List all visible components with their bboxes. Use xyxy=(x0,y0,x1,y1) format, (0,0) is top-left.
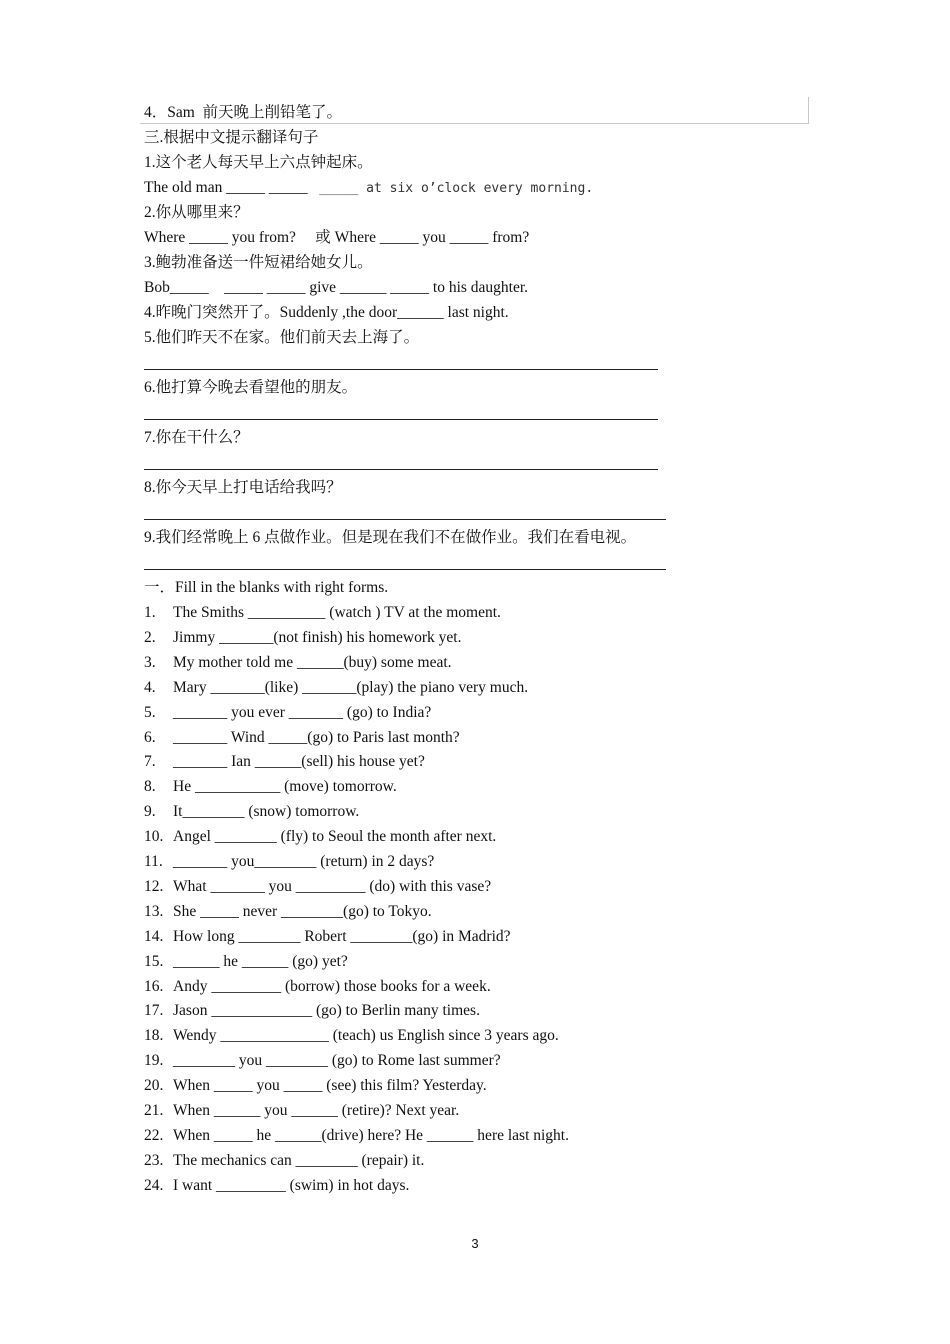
list-item-number: 8. xyxy=(144,778,156,795)
list-item-text: Wendy ______________ (teach) us English since 3 years ago. xyxy=(173,1027,559,1044)
list-item-number: 21. xyxy=(144,1102,164,1119)
list-item-text: When _____ he ______(drive) here? He ______ here last night. xyxy=(173,1127,569,1144)
q2-english: Where _____ you from? 或 Where _____ you _____ from? xyxy=(144,229,530,246)
list-item-text: She _____ never ________(go) to Tokyo. xyxy=(173,903,432,920)
q9-chinese: 9.我们经常晚上 6 点做作业。但是现在我们不在做作业。我们在看电视。 xyxy=(144,529,637,546)
list-item-text: The mechanics can ________ (repair) it. xyxy=(173,1152,425,1169)
list-item-text: Mary _______(like) _______(play) the piano very much. xyxy=(173,679,529,696)
list-item-text: Andy _________ (borrow) those books for a week. xyxy=(173,978,491,995)
list-item-text: When ______ you ______ (retire)? Next year. xyxy=(173,1102,460,1119)
list-item-number: 7. xyxy=(144,753,156,770)
list-item-text: _______ Wind _____(go) to Paris last month? xyxy=(173,729,460,746)
section-3-heading: 三.根据中文提示翻译句子 xyxy=(144,129,319,146)
list-item-number: 5. xyxy=(144,704,156,721)
section-1-heading: 一．Fill in the blanks with right forms. xyxy=(144,579,389,596)
q4: 4.昨晚门突然开了。Suddenly ,the door______ last night. xyxy=(144,304,509,321)
q5-chinese: 5.他们昨天不在家。他们前天去上海了。 xyxy=(144,329,420,346)
list-item-text: It________ (snow) tomorrow. xyxy=(173,803,360,820)
list-item-text: The Smiths __________ (watch ) TV at the moment. xyxy=(173,604,501,621)
list-item-number: 20. xyxy=(144,1077,164,1094)
list-item-text: ______ he ______ (go) yet? xyxy=(173,953,348,970)
list-item-number: 6. xyxy=(144,729,156,746)
list-item-text: ________ you ________ (go) to Rome last summer? xyxy=(173,1052,501,1069)
list-item-text: How long ________ Robert ________(go) in Madrid? xyxy=(173,928,511,945)
list-item-text: _______ you________ (return) in 2 days? xyxy=(173,853,435,870)
q1-english-tail: _____ at six o’clock every morning. xyxy=(319,181,594,196)
list-item-number: 15. xyxy=(144,953,164,970)
list-item-number: 3. xyxy=(144,654,156,671)
list-item-text: I want _________ (swim) in hot days. xyxy=(173,1177,410,1194)
list-item-text: Jason _____________ (go) to Berlin many times. xyxy=(173,1002,480,1019)
q1-english-start: The old man _____ _____ xyxy=(144,179,320,196)
list-item-number: 23. xyxy=(144,1152,164,1169)
list-item-number: 2. xyxy=(144,629,156,646)
q6-chinese: 6.他打算今晚去看望他的朋友。 xyxy=(144,379,358,396)
list-item-number: 1. xyxy=(144,604,156,621)
q2-chinese: 2.你从哪里来？ xyxy=(144,204,249,221)
q3-chinese: 3.鲍勃准备送一件短裙给她女儿。 xyxy=(144,254,373,271)
list-item-text: Jimmy _______(not finish) his homework yet. xyxy=(173,629,462,646)
list-item-number: 16. xyxy=(144,978,164,995)
list-item-number: 17. xyxy=(144,1002,164,1019)
list-item-number: 24. xyxy=(144,1177,164,1194)
q7-answer-line xyxy=(144,469,658,470)
list-item-text: When _____ you _____ (see) this film? Yesterday. xyxy=(173,1077,487,1094)
q6-answer-line xyxy=(144,419,658,420)
q7-chinese: 7.你在干什么？ xyxy=(144,429,249,446)
q1-chinese: 1.这个老人每天早上六点钟起床。 xyxy=(144,154,373,171)
list-item-text: _______ Ian ______(sell) his house yet? xyxy=(173,753,425,770)
list-item-number: 12. xyxy=(144,878,164,895)
list-item-number: 13. xyxy=(144,903,164,920)
page-number: 3 xyxy=(471,1236,479,1251)
q1-english xyxy=(144,178,593,199)
list-item-number: 14. xyxy=(144,928,164,945)
list-item-number: 10. xyxy=(144,828,164,845)
list-item-number: 11. xyxy=(144,853,163,870)
list-item-number: 9. xyxy=(144,803,156,820)
list-item-text: Angel ________ (fly) to Seoul the month after next. xyxy=(173,828,497,845)
q8-chinese: 8.你今天早上打电话给我吗？ xyxy=(144,479,342,496)
list-item-number: 18. xyxy=(144,1027,164,1044)
q8-answer-line xyxy=(144,519,666,520)
list-item-text: He ___________ (move) tomorrow. xyxy=(173,778,397,795)
list-item-number: 4. xyxy=(144,679,156,696)
list-item-number: 22. xyxy=(144,1127,164,1144)
list-item-text: My mother told me ______(buy) some meat. xyxy=(173,654,452,671)
list-item-text: What _______ you _________ (do) with this vase? xyxy=(173,878,492,895)
top-item: 4．Sam 前天晚上削铅笔了。 xyxy=(144,104,343,121)
q9-answer-line xyxy=(144,569,666,570)
q3-english: Bob_____ _____ _____ give ______ _____ to his daughter. xyxy=(144,279,529,296)
q5-answer-line xyxy=(144,369,658,370)
list-item-number: 19. xyxy=(144,1052,164,1069)
list-item-text: _______ you ever _______ (go) to India? xyxy=(173,704,432,721)
